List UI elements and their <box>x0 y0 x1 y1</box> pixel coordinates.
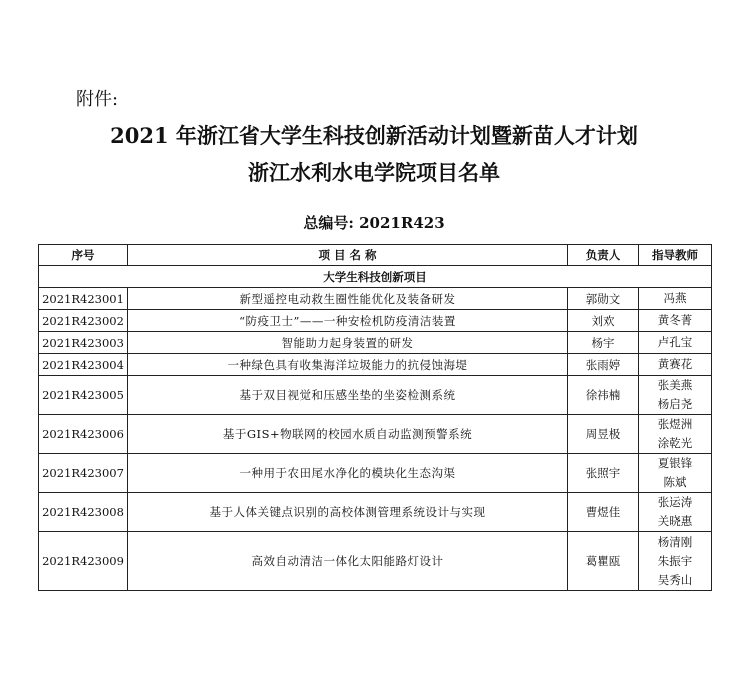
teacher-name: 张运涛 <box>657 495 693 509</box>
project-id: 2021R423009 <box>39 532 128 591</box>
project-teachers <box>639 415 712 454</box>
header-leader: 负责人 <box>568 245 639 266</box>
total-code: 总编号: 2021R423 <box>303 214 445 232</box>
project-id: 2021R423006 <box>39 415 128 454</box>
teacher-name: 吴秀山 <box>657 572 693 587</box>
project-id: 2021R423005 <box>39 376 128 415</box>
project-name: “防疫卫士”——一种安检机防疫清洁装置 <box>128 310 568 332</box>
table-row <box>39 454 712 493</box>
project-teachers <box>639 493 712 532</box>
table-row <box>39 493 712 532</box>
project-name: 基于双目视觉和压感坐垫的坐姿检测系统 <box>128 376 568 415</box>
document-title: 2021 年浙江省大学生科技创新活动计划暨新苗人才计划 <box>110 123 638 148</box>
project-teachers <box>639 288 712 310</box>
project-name: 新型遥控电动救生圈性能优化及装备研发 <box>128 288 568 310</box>
project-leader: 张照宇 <box>568 454 639 493</box>
table-row <box>39 310 712 332</box>
project-teachers <box>639 310 712 332</box>
teacher-name: 朱振宇 <box>657 553 693 568</box>
table-body <box>39 266 712 591</box>
header-teacher: 指导教师 <box>639 245 712 266</box>
table-row <box>39 415 712 454</box>
project-teachers <box>639 454 712 493</box>
header-id: 序号 <box>39 245 128 266</box>
table-row <box>39 354 712 376</box>
teacher-name: 张美燕 <box>657 378 693 392</box>
project-teachers <box>639 532 712 591</box>
table-row <box>39 288 712 310</box>
project-name: 一种绿色具有收集海洋垃圾能力的抗侵蚀海堤 <box>128 354 568 376</box>
teacher-name: 关晓惠 <box>657 514 693 528</box>
teacher-name: 夏银锋 <box>657 456 693 470</box>
section-title: 大学生科技创新项目 <box>39 266 712 288</box>
project-id: 2021R423008 <box>39 493 128 532</box>
project-id: 2021R423007 <box>39 454 128 493</box>
project-table <box>38 244 712 591</box>
teacher-name: 涂乾光 <box>657 436 693 450</box>
project-leader: 杨宇 <box>568 332 639 354</box>
project-teachers <box>639 332 712 354</box>
teacher-name: 陈斌 <box>663 475 687 489</box>
teacher-name: 黄赛花 <box>657 357 693 371</box>
project-name: 智能助力起身装置的研发 <box>128 332 568 354</box>
teacher-name: 冯燕 <box>663 291 687 305</box>
teacher-name: 张煜洲 <box>657 417 693 431</box>
table-row <box>39 532 712 591</box>
table-header-row <box>39 245 712 266</box>
project-leader: 曹煜佳 <box>568 493 639 532</box>
teacher-name: 杨启尧 <box>657 397 693 411</box>
project-leader: 周昱极 <box>568 415 639 454</box>
header-project-name: 项 目 名 称 <box>128 245 568 266</box>
teacher-name: 杨清刚 <box>657 534 693 549</box>
project-name: 高效自动清洁一体化太阳能路灯设计 <box>128 532 568 591</box>
project-leader: 郭勋文 <box>568 288 639 310</box>
project-leader: 刘欢 <box>568 310 639 332</box>
project-id: 2021R423002 <box>39 310 128 332</box>
project-teachers <box>639 376 712 415</box>
table-row <box>39 376 712 415</box>
project-leader: 葛瞿瓯 <box>568 532 639 591</box>
document-subtitle: 浙江水利水电学院项目名单 <box>248 160 500 185</box>
attachment-label: 附件: <box>76 89 119 110</box>
project-leader: 徐祎楠 <box>568 376 639 415</box>
project-name: 基于人体关键点识别的高校体测管理系统设计与实现 <box>128 493 568 532</box>
project-id: 2021R423001 <box>39 288 128 310</box>
teacher-name: 卢孔宝 <box>657 335 693 349</box>
section-row <box>39 266 712 288</box>
project-id: 2021R423003 <box>39 332 128 354</box>
project-teachers <box>639 354 712 376</box>
project-id: 2021R423004 <box>39 354 128 376</box>
project-name: 基于GIS+物联网的校园水质自动监测预警系统 <box>128 415 568 454</box>
table-row <box>39 332 712 354</box>
project-leader: 张雨婷 <box>568 354 639 376</box>
project-name: 一种用于农田尾水净化的模块化生态沟渠 <box>128 454 568 493</box>
teacher-name: 黄冬菁 <box>657 313 693 327</box>
